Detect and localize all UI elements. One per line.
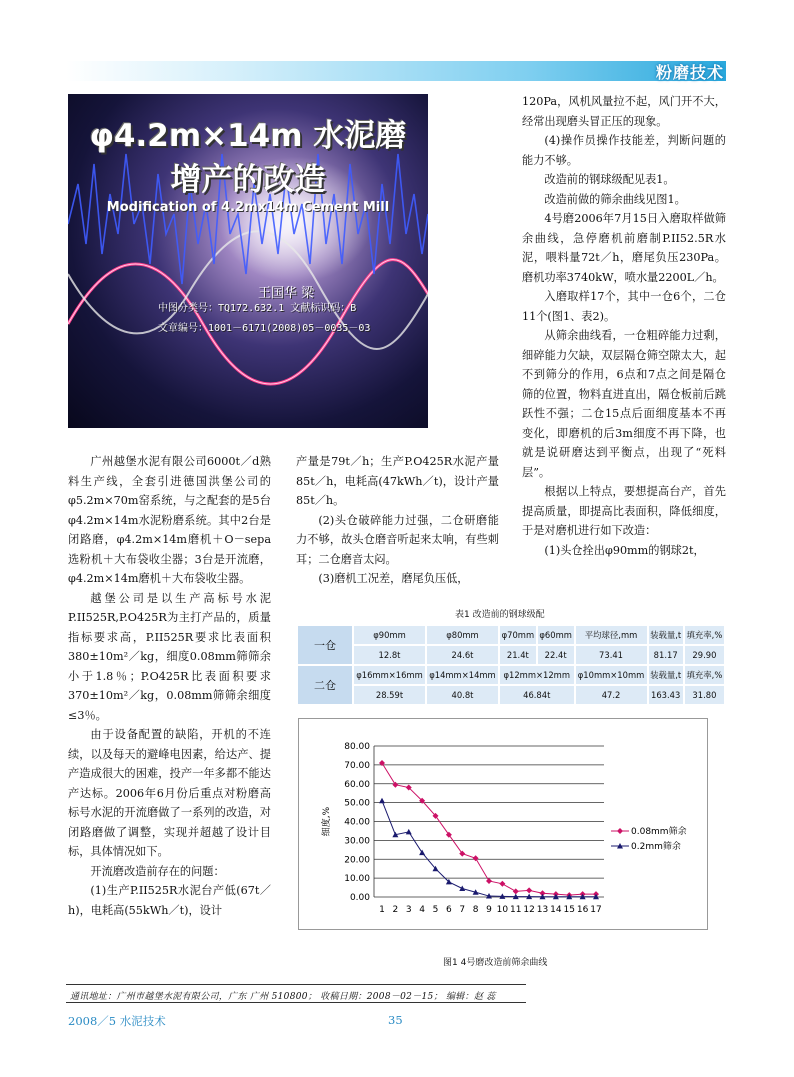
data-point [419,850,425,856]
journal-issue: 2008／5 水泥技术 [68,1014,166,1028]
data-point [379,798,385,804]
table-cell: 73.41 [575,645,648,665]
hero-image [68,94,428,428]
table-header: φ80mm [426,625,499,645]
x-tick-label: 11 [510,905,522,915]
x-tick-label: 2 [392,905,399,915]
section-title: 粉磨技术 [655,63,724,82]
table-header: φ70mm [499,625,537,645]
chart-svg [299,719,707,929]
table-header: 装载量,t [648,665,684,685]
data-point [486,878,492,884]
data-point [526,887,532,893]
table-row [297,665,725,685]
data-point [499,881,505,887]
paragraph: (1)生产P.II525R水泥台产低(67t／h)，电耗高(55kWh／t)，设计 [68,884,271,917]
table-title: 表1 改造前的钢球级配 [455,610,545,620]
article-title-line1: φ4.2m×14m 水泥磨 [89,118,407,154]
paragraph: 越堡公司是以生产高标号水泥P.II525R,P.O425R为主打产品的，质量指标要求高，P.II525R要求比表面积380±10m²／kg，细度0.08mm筛筛余小于1.8％；P.O425R比表面积要求370±10m²／kg，0.08mm筛筛余细度≤3％。 [68,591,271,722]
y-axis-label: 细度,% [322,806,332,837]
table-header: φ90mm [353,625,426,645]
table-header: φ12mm×12mm [499,665,575,685]
x-tick-label: 16 [576,905,589,915]
table-cell: 40.8t [426,685,499,705]
y-tick-label: 80.00 [344,742,370,752]
paragraph: 4号磨2006年7月15日入磨取样做筛余曲线，急停磨机前磨制P.II52.5R水泥，喂料量72t／h，磨尾负压230Pa。磨机功率3740kW，喷水量2200L／h。 [522,212,726,284]
classification-number: 中图分类号：TQ172.632.1 文献标识码：B [158,303,357,314]
table-header: 平均球径,mm [575,625,648,645]
table-cell: 21.4t [499,645,537,665]
y-tick-label: 40.00 [344,817,370,828]
x-tick-label: 14 [550,905,562,915]
table-cell: 46.84t [499,685,575,705]
data-point [513,888,519,894]
y-tick-label: 50.00 [344,798,370,809]
header-band [66,61,726,81]
sieve-chart [298,718,708,930]
legend-label: 0.08mm筛余 [631,827,687,837]
paragraph: 入磨取样17个，其中一仓6个，二仓11个(图1、表2)。 [522,290,726,323]
table-header: φ10mm×10mm [575,665,648,685]
footer-rule-top [66,984,526,985]
bin-label: 二仓 [297,665,353,705]
table-header: 装载量,t [648,625,684,645]
paragraph: 产量是79t／h；生产P.O425R水泥产量85t／h，电耗高(47kWh／t)，设计产量85t／h。 [296,455,499,507]
paragraph: 从筛余曲线看，一仓粗碎能力过剩，细碎能力欠缺，双层隔仓筛空隙太大，起不到筛分的作用，6点和7点之间是隔仓筛的位置，物料直进直出，隔仓板前后跳跃性不强；二仓15点后面细度基本不再变化，即磨机的后3m细度不再下降，也就是说研磨达到平衡点，出现了“死料层”。 [522,329,726,479]
footer-rule-bottom [66,1002,526,1003]
table-cell: 24.6t [426,645,499,665]
table-cell: 163.43 [648,685,684,705]
paragraph: 广州越堡水泥有限公司6000t／d熟料生产线，全套引进德国洪堡公司的φ5.2m×70m窑系统，与之配套的是5台φ4.2m×14m水泥粉磨系统。其中2台是闭路磨，φ4.2m×14m磨机＋O－sepa选粉机＋大布袋收尘器；3台是开流磨，φ4.2m×14m磨机＋大布袋收尘器。 [68,455,271,585]
table-row [297,625,725,645]
table-cell: 22.4t [537,645,575,665]
paragraph: (2)头仓破碎能力过强，二仓研磨能力不够，故头仓磨音听起来太响，有些刺耳；二仓磨音太闷。 [296,513,499,566]
table-cell: 29.90 [684,645,725,665]
table-header: 填充率,% [684,625,725,645]
legend-label: 0.2mm筛余 [631,842,681,852]
table-header: 填充率,% [684,665,725,685]
paragraph: 根据以上特点，要想提高台产，首先提高质量，即提高比表面积，降低细度，于是对磨机进行如下改造： [522,485,726,537]
table-header: φ16mm×16mm [353,665,426,685]
x-tick-label: 3 [405,905,412,915]
text-column-3 [522,92,726,560]
article-title-english: Modification of 4.2mx14m Cement Mill [106,200,390,215]
x-tick-label: 1 [379,905,385,915]
data-point [406,829,412,835]
ball-grading-table [296,624,726,706]
data-point [459,886,465,892]
article-title-line2: 增产的改造 [170,162,326,198]
x-tick-label: 10 [496,905,509,915]
table-header: φ14mm×14mm [426,665,499,685]
figure-caption: 图1 4号磨改造前筛余曲线 [443,958,548,968]
y-tick-label: 0.00 [349,893,370,903]
author: 王国华 梁 [258,286,315,301]
table-cell: 31.80 [684,685,725,705]
y-tick-label: 70.00 [344,760,370,771]
y-tick-label: 30.00 [344,836,370,847]
table-cell: 28.59t [353,685,426,705]
x-tick-label: 6 [446,905,452,915]
data-point [392,782,398,788]
legend-marker [617,828,623,834]
page-number: 35 [388,1013,403,1027]
y-tick-label: 10.00 [344,874,370,885]
paragraph: 改造前的钢球级配见表1。 [544,173,675,186]
article-number: 文章编号：1001－6171(2008)05－0035－03 [158,323,371,334]
x-tick-label: 7 [459,905,466,915]
x-tick-label: 12 [523,905,535,915]
paragraph: 由于设备配置的缺陷，开机的不连续，以及每天的避峰电因素，给达产、提产造成很大的困难，投产一年多都不能达产达标。2006年6月份后重点对粉磨高标号水泥的开流磨做了一系列的改造，对闭路磨做了调整，实现并超越了设计目标，具体情况如下。 [68,728,271,858]
bin-label: 一仓 [297,625,353,665]
paragraph: 改造前做的筛余曲线见图1。 [544,192,686,206]
series-line [382,763,596,895]
x-tick-label: 9 [486,905,492,915]
x-tick-label: 13 [536,905,549,915]
x-tick-label: 17 [590,905,602,915]
data-point [473,855,479,861]
footer-address: 通讯地址：广州市越堡水泥有限公司，广东 广州 510800； 收稿日期：2008－02－15； 编辑：赵 蕊 [70,992,496,1002]
paragraph: 120Pa，风机风量拉不起，风门开不大，经常出现磨头冒正压的现象。 [522,95,726,128]
x-tick-label: 8 [472,905,479,915]
table-cell: 12.8t [353,645,426,665]
paragraph: 开流磨改造前存在的问题： [90,864,225,878]
table-row [297,645,725,665]
paragraph: (1)头仓拴出φ90mm的钢球2t， [544,543,705,557]
table-cell: 81.17 [648,645,684,665]
y-tick-label: 60.00 [344,779,370,790]
table-header: φ60mm [537,625,575,645]
table-row [297,685,725,705]
x-tick-label: 4 [419,905,425,915]
paragraph: (4)操作员操作技能差，判断问题的能力不够。 [522,134,726,167]
table-cell: 47.2 [575,685,648,705]
y-tick-label: 20.00 [344,855,370,866]
text-column-1 [68,452,271,920]
paragraph: (3)磨机工况差，磨尾负压低， [318,572,469,585]
x-tick-label: 15 [563,905,575,915]
text-column-2 [296,452,499,589]
x-tick-label: 5 [432,905,439,915]
